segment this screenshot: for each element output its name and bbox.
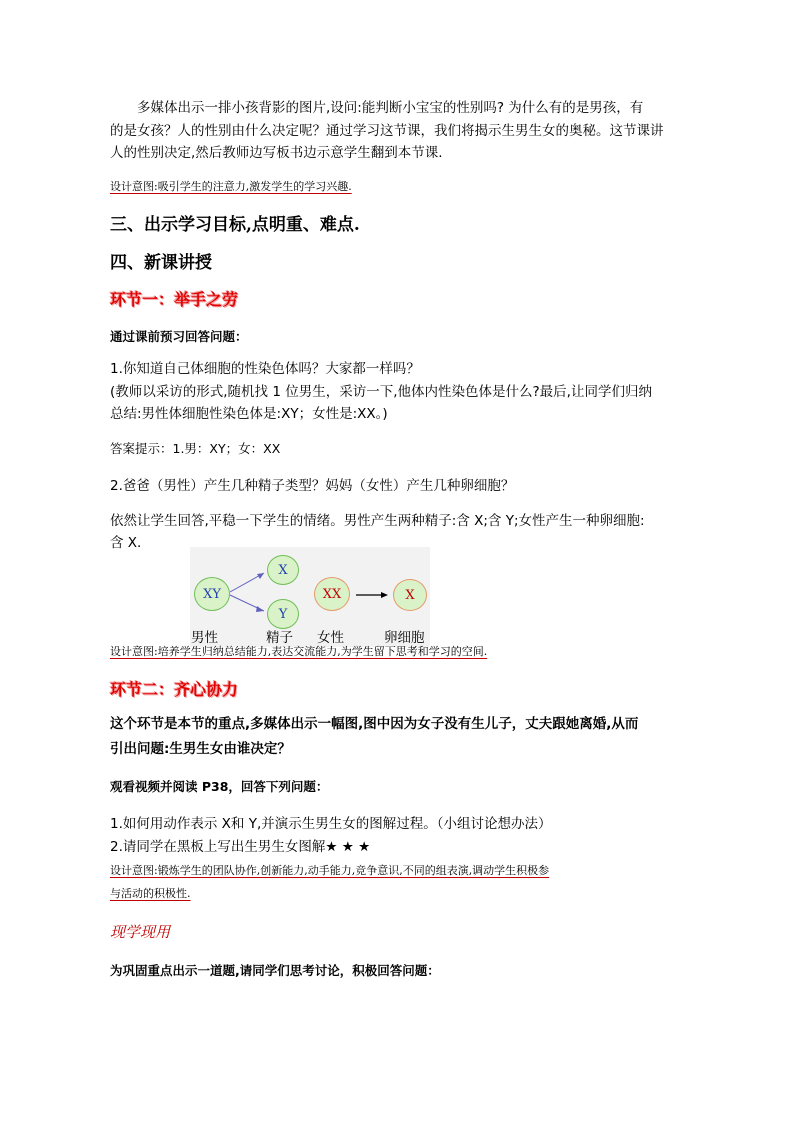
label-female: 女性 xyxy=(317,630,344,646)
design-intent-1: 设计意图:吸引学生的注意力,激发学生的学习兴趣. xyxy=(110,180,352,193)
section-4-heading: 四、新课讲授 xyxy=(110,253,212,273)
xx-cell: XX xyxy=(314,577,350,611)
link-1-title: 环节一：举手之劳 xyxy=(110,290,239,309)
design-intent-3-line-2: 与活动的积极性. xyxy=(110,887,191,900)
design-intent-3-line-1: 设计意图:锻炼学生的团队协作,创新能力,动手能力,竞争意识,不同的组表演,调动学生积极参 xyxy=(110,864,550,877)
label-egg: 卵细胞 xyxy=(384,630,425,646)
question-1-note-1: (教师以采访的形式,随机找 1 位男生，采访一下,他体内性染色体是什么?最后,让同学们归纳 xyxy=(110,384,652,400)
question-2-note-1: 依然让学生回答,平稳一下学生的情绪。男性产生两种精子:含 X;含 Y;女性产生一种卵细胞: xyxy=(110,513,645,529)
question-2-note-2: 含 X. xyxy=(110,535,142,551)
link-2-question-2: 2.请同学在黑板上写出生男生女图解★ ★ ★ xyxy=(110,839,371,855)
link-2-title: 环节二：齐心协力 xyxy=(110,680,239,699)
question-1-note-2: 总结:男性体细胞性染色体是:XY；女性是:XX。) xyxy=(110,406,388,422)
apply-title: 现学现用 xyxy=(110,923,171,941)
link-1-prompt: 通过课前预习回答问题： xyxy=(110,329,248,344)
apply-prompt: 为巩固重点出示一道题,请同学们思考讨论，积极回答问题： xyxy=(110,963,440,978)
x-sperm: X xyxy=(267,555,299,585)
intro-line-3: 人的性别决定,然后教师边写板书边示意学生翻到本节课. xyxy=(110,145,443,161)
design-intent-2: 设计意图:培养学生归纳总结能力,表达交流能力,为学生留下思考和学习的空间. xyxy=(110,645,488,658)
arrow-head-egg xyxy=(381,592,388,598)
answer-hint: 答案提示：1.男：XY；女：XX xyxy=(110,441,281,456)
intro-line-1: 多媒体出示一排小孩背影的图片,设问:能判断小宝宝的性别吗? 为什么有的是男孩，有 xyxy=(137,100,644,116)
intro-line-2: 的是女孩？人的性别由什么决定呢？通过学习这节课，我们将揭示生男生女的奥秘。这节课讲 xyxy=(110,123,664,139)
arrow-head-y xyxy=(256,606,264,612)
link-2-para-2: 引出问题:生男生女由谁决定？ xyxy=(110,741,291,757)
label-male: 男性 xyxy=(191,630,218,646)
section-3-heading: 三、出示学习目标,点明重、难点. xyxy=(110,215,360,235)
y-sperm: Y xyxy=(267,599,299,629)
xy-cell: XY xyxy=(194,577,230,611)
question-2: 2.爸爸（男性）产生几种精子类型？妈妈（女性）产生几种卵细胞？ xyxy=(110,478,515,494)
link-2-para-1: 这个环节是本节的重点,多媒体出示一幅图,图中因为女子没有生儿子，丈夫跟她离婚,从而 xyxy=(110,716,639,732)
question-1: 1.你知道自己体细胞的性染色体吗？大家都一样吗？ xyxy=(110,361,420,377)
link-2-prompt: 观看视频并阅读 P38，回答下列问题： xyxy=(110,779,329,794)
x-egg: X xyxy=(393,579,427,611)
label-sperm: 精子 xyxy=(266,630,293,646)
link-2-question-1: 1.如何用动作表示 X和 Y,并演示生男生女的图解过程。（小组讨论想办法） xyxy=(110,816,552,832)
